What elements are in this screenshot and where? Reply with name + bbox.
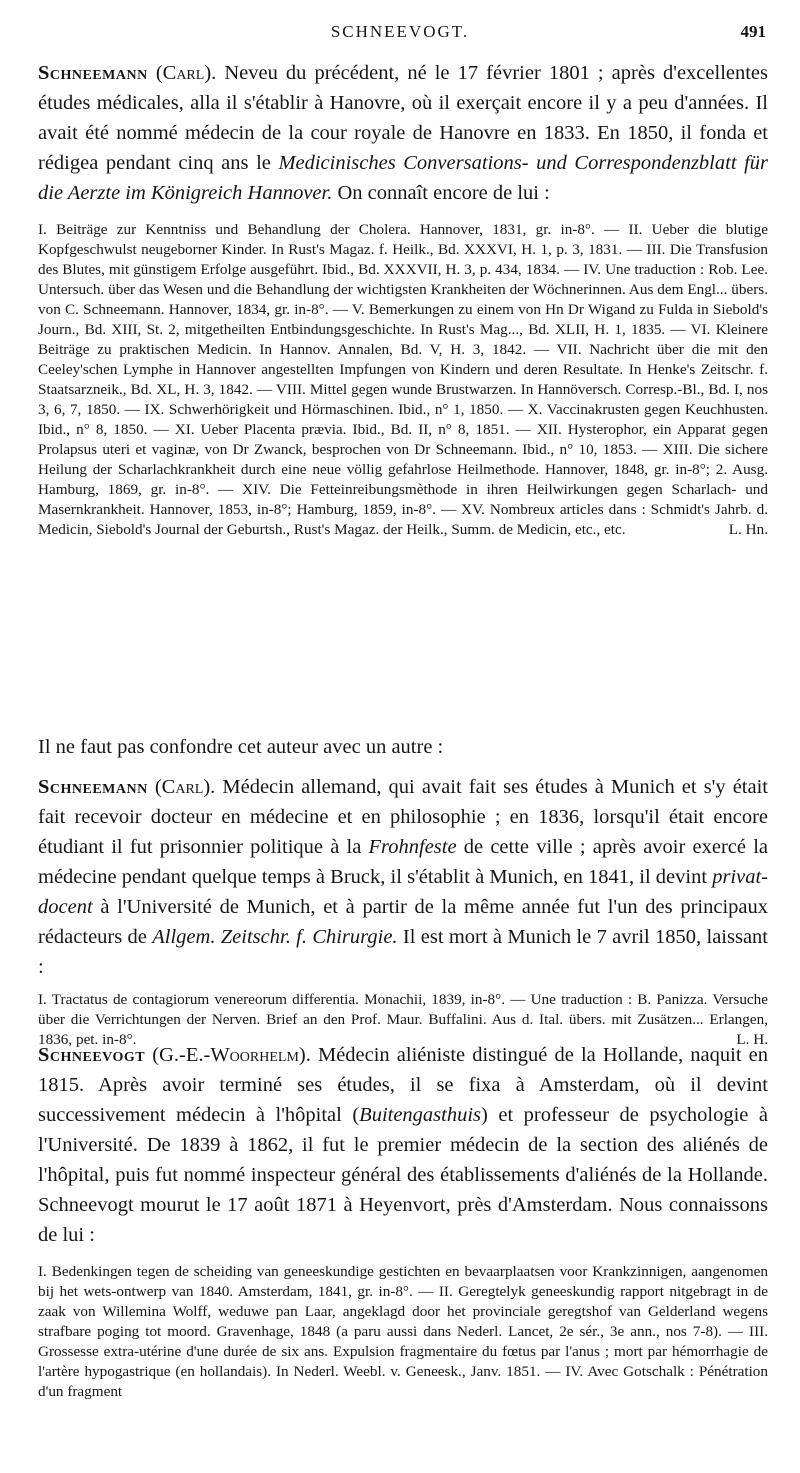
entry-schneemann-carl-1 [38, 58, 768, 540]
entry-italic-term: Buitengasthuis [359, 1104, 482, 1126]
entry-body: à l'Université de Munich, et à partir de la même année fut l'un des principaux rédacteurs de [38, 896, 768, 948]
bibliography-text: I. Tractatus de contagiorum venereorum differentia. Monachii, 1839, in-8°. — Une traduction : B. Panizza. Versuche über die Verrichtungen der Nerven. Brief an den Prof. Maur. Buffalini. Aus d. Ital. übers. mit Zusätzen... Erlangen, 1836, pet. in-8°. [38, 991, 768, 1048]
entry-schneevogt [38, 1040, 768, 1402]
entry-body: de cette ville ; après avoir exercé la médecine pendant quelque temps à Bruck, il s'établit à Munich, en 1841, il devint [38, 836, 769, 888]
entry-body-end: ) et professeur de psychologie à l'Université. De 1839 à 1862, il fut le premier médecin de la section des aliénés de l'hôpital, puis fut nommé inspecteur général des établissements d'aliénés de la Hollande. Schneevogt mourut le 17 août 1871 à Heyenvort, près d'Amsterdam. Nous connaissons de lui : [38, 1104, 768, 1246]
entry-body: Neveu du précédent, né le 17 février 1801 ; après d'excellentes études médicales, alla il s'établir à Hanovre, où il exerçait encore il y a peu d'années. Il avait été nommé médecin de la cour royale de Hanovre en 1833. En 1850, il fonda et rédigea pendant cinq ans le [38, 62, 769, 174]
entry-subhead: (Carl). [154, 776, 216, 798]
bibliography-text: I. Bedenkingen tegen de scheiding van geneeskundige gestichten en bevaarplaatsen voor Krankzinnigen, aangenomen bij het wets-ontwerp van 1840. Amsterdam, 1841, gr. in-8°. — II. Geregtelyk geneeskundig rapport nitgebragt in de zaak von Willemina Wolff, weduwe pan Laar, angeklagd door het provinciale geregtshof van Gelderland wegens strafbare poging tot moord. Gravenhage, 1848 (a paru aussi dans Nederl. Lancet, 2e sér., 3e ann., nos 7-8). — III. Grossesse extra-utérine d'une durée de six ans. Expulsion fragmentaire du fœtus par l'anus ; mort par hémorrhagie de l'artère hypogastrique (en hollandais). In Nederl. Weebl. v. Geneesk., Janv. 1851. — IV. Avec Gotschalk : Pénétration d'un fragment [38, 1263, 768, 1400]
entry-heading: Schneemann [38, 776, 148, 798]
entry-italic-term: privat-docent [38, 866, 768, 918]
running-title: SCHNEEVOGT. [330, 22, 470, 41]
separator-note: Il ne faut pas confondre cet auteur avec un autre : [38, 736, 444, 758]
page-number: 491 [740, 22, 766, 41]
entry-body-end: On connaît encore de lui : [332, 182, 550, 204]
entry-journal-title: Allgem. Zeitschr. f. Chirurgie. [152, 926, 398, 948]
running-header [0, 22, 800, 52]
entry-text [38, 58, 768, 208]
entry-bibliography [38, 220, 768, 540]
author-signature: L. Hn. [728, 521, 768, 538]
entry-bibliography [38, 1262, 768, 1402]
author-signature: L. H. [736, 1031, 768, 1048]
entry-italic-term: Frohnfeste [368, 836, 457, 858]
entry-journal-title: Medicinisches Conversations- und Correspondenzblatt für die Aerzte im Königreich Hannover. [38, 152, 768, 204]
entry-subhead: (Carl). [155, 62, 217, 84]
entry-subhead: (G.-E.-Woorhelm). [152, 1044, 311, 1066]
entry-schneemann-carl-2 [38, 772, 768, 1050]
entry-heading: Schneemann [38, 62, 148, 84]
entry-heading: Schneevogt [38, 1044, 146, 1066]
bibliography-text: I. Beiträge zur Kenntniss und Behandlung der Cholera. Hannover, 1831, gr. in-8°. — II. Ueber die blutige Kopfgeschwulst neugeborner Kinder. In Rust's Magaz. f. Heilk., Bd. XXXVI, H. 1, p. 3, 1831. — III. Die Transfusion des Blutes, mit günstigem Erfolge ausgeführt. Ibid., Bd. XXXVII, H. 3, p. 434, 1834. — IV. Une traduction : Rob. Lee. Untersuch. über das Wesen und die Behandlung der wichtigsten Krankheiten der Wöchnerinnen. Aus dem Engl... übers. von C. Schneemann. Hannover, 1834, gr. in-8°. — V. Bemerkungen zu einem von Hn Dr Wigand zu Fulda in Siebold's Journ., Bd. XIII, St. 2, mitgetheilten Entbindungsgeschichte. In Rust's Mag..., Bd. XLII, H. 1, 1835. — VI. Kleinere Beiträge zu praktischen Medicin. In Hannov. Annalen, Bd. V, H. 3, 1842. — VII. Nachricht über die mit den Ceeley'schen Lymphe in Hannover angestellten Impfungen von Kindern und deren Resultate. In Henke's Zeitschr. f. Staatsarzneik., Bd. XL, H. 3, 1842. — VIII. Mittel gegen wunde Brustwarzen. In Hannöversch. Corresp.-Bl., Bd. I, nos 3, 6, 7, 1850. — IX. Schwerhörigkeit und Hörmaschinen. Ibid., n° 1, 1850. — X. Vaccinakrusten gegen Keuchhusten. Ibid., n° 8, 1850. — XI. Ueber Placenta prævia. Ibid., Bd. II, n° 8, 1851. — XII. Hysterophor, ein Apparat gegen Prolapsus uteri et vaginæ, von Dr Zwanck, besprochen von Dr Schneemann. Ibid., n° 10, 1853. — XIII. Die sichere Heilung der Scharlachkrankheit durch eine neue völlig gefahrlose Heilmethode. Hannover, 1848, gr. in-8°; 2. Ausg. Hamburg, 1869, gr. in-8°. — XIV. Die Fetteinreibungsmèthode in ihren Heilwirkungen gegen Scharlach- und Masernkrankheit. Hannover, 1853, in-8°; Hamburg, 1859, in-8°. — XV. Nombreux articles dans : Schmidt's Jahrb. d. Medicin, Siebold's Journal der Geburtsh., Rust's Magaz. der Heilk., Summ. de Medicin, etc., etc. [38, 221, 768, 538]
entry-body-end: Il est mort à Munich le 7 avril 1850, laissant : [38, 926, 769, 978]
entry-body: Médecin allemand, qui avait fait ses études à Munich et s'y était fait recevoir docteur en médecine et en philosophie ; en 1836, lorsqu'il était encore étudiant il fut prisonnier politique à la [38, 776, 768, 858]
entry-body: Médecin aliéniste distingué de la Hollande, naquit en 1815. Après avoir terminé ses études, il se fixa à Amsterdam, où il devint successivement médecin à l'hôpital ( [38, 1044, 768, 1126]
entry-text [38, 772, 768, 982]
entry-text [38, 1040, 768, 1250]
